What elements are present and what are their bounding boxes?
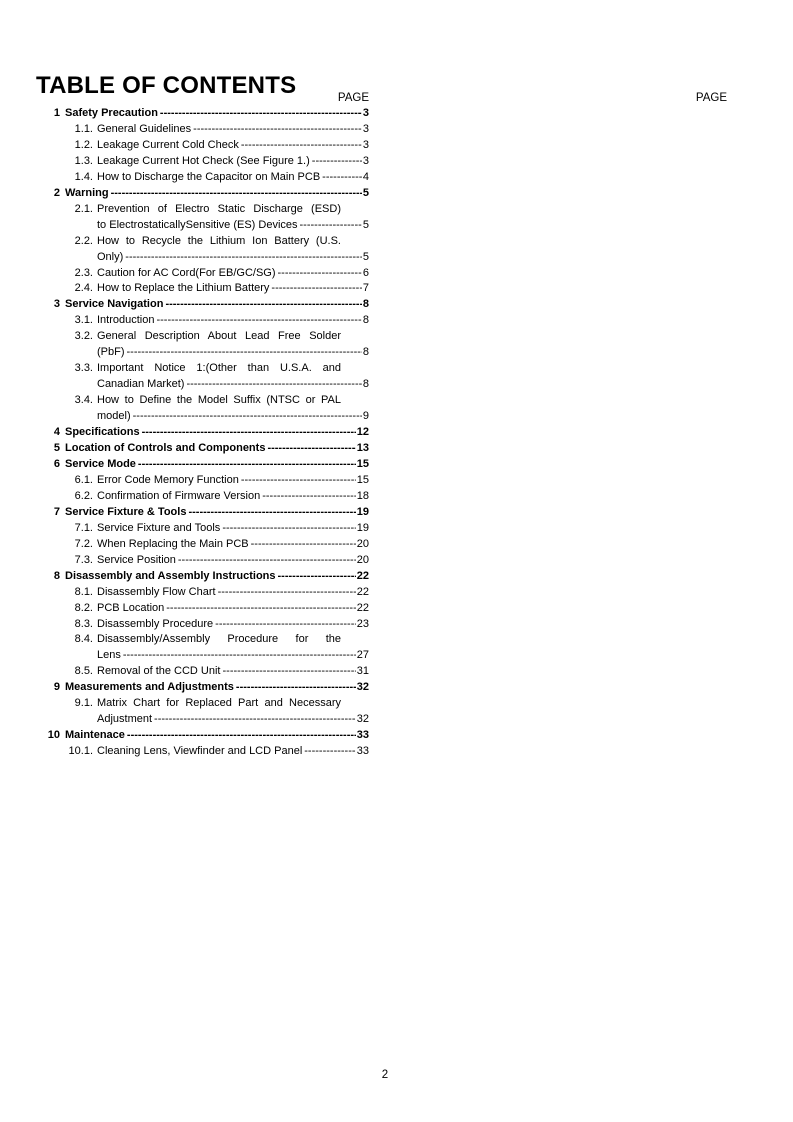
toc-entry-page: 8 <box>362 314 369 327</box>
toc-entry-title: Maintenace <box>65 729 125 742</box>
toc-entry-title: Warning <box>65 186 109 199</box>
toc-entry-number: 7.1. <box>74 521 93 534</box>
toc-dash-leader <box>127 345 362 361</box>
toc-entry-page: 22 <box>356 569 369 582</box>
toc-entry-title: Cleaning Lens, Viewfinder and LCD Panel <box>97 745 303 758</box>
toc-entry-title: Measurements and Adjustments <box>65 681 234 694</box>
toc-dash-leader <box>278 569 356 585</box>
toc-entry-title: Disassembly Procedure <box>97 617 214 630</box>
toc-entry-title-continuation: Canadian Market) <box>97 378 185 391</box>
toc-entry <box>36 473 369 489</box>
toc-entry <box>36 680 369 696</box>
toc-entry <box>36 537 369 553</box>
toc-entry-page: 19 <box>356 505 369 518</box>
toc-entry-number: 8.5. <box>74 665 93 678</box>
toc-dash-leader <box>186 377 361 393</box>
toc-entry-page: 27 <box>356 649 369 662</box>
toc-entry-page: 31 <box>356 665 369 678</box>
toc-entry-page: 15 <box>356 473 369 486</box>
toc-entry-number: 8.3. <box>74 617 93 630</box>
toc-entry <box>36 297 369 313</box>
toc-entry <box>36 569 369 585</box>
toc-entry-page: 23 <box>356 617 369 630</box>
toc-entry-page: 5 <box>362 186 369 199</box>
toc-entry <box>36 696 369 728</box>
toc-entry-line1 <box>36 696 369 712</box>
toc-entry-title: Service Fixture and Tools <box>97 521 221 534</box>
toc-entry-number: 8 <box>53 569 60 582</box>
toc-entry-page: 7 <box>362 282 369 295</box>
toc-dash-leader <box>165 297 361 313</box>
toc-entry-number: 8.4. <box>74 633 93 646</box>
toc-entry-title-continuation: model) <box>97 410 131 423</box>
toc-dash-leader <box>223 664 356 680</box>
toc-entry-title: Error Code Memory Function <box>97 473 239 486</box>
toc-entry-title: Safety Precaution <box>65 107 158 119</box>
toc-entry-page: 20 <box>356 553 369 566</box>
toc-entry-page: 3 <box>362 107 369 119</box>
toc-dash-leader <box>262 489 356 505</box>
toc-entry-page: 22 <box>356 585 369 598</box>
toc-entry-title: Specifications <box>65 426 140 439</box>
toc-dash-leader <box>312 154 362 170</box>
toc-entry-page: 4 <box>362 170 369 183</box>
toc-entry <box>36 617 369 633</box>
toc-entry-title: Removal of the CCD Unit <box>97 665 221 678</box>
toc-entry-line2 <box>36 648 369 664</box>
toc-entry-number: 7.2. <box>74 537 93 550</box>
toc-entry-page: 33 <box>356 729 369 742</box>
toc-entry-title: Leakage Current Cold Check <box>97 138 239 151</box>
toc-entry <box>36 441 369 457</box>
toc-entry-number: 1.4. <box>74 170 93 183</box>
toc-entry <box>36 632 369 664</box>
toc-entry <box>36 601 369 617</box>
toc-entry-number: 3 <box>53 298 60 311</box>
toc-entry-title: Caution for AC Cord(For EB/GC/SG) <box>97 266 276 279</box>
toc-entry-number: 1.2. <box>74 138 93 151</box>
toc-dash-leader <box>278 266 362 282</box>
toc-entry-number: 2.3. <box>74 266 93 279</box>
toc-entry-number: 6.1. <box>74 473 93 486</box>
toc-entry-page: 9 <box>362 410 369 423</box>
toc-entry <box>36 202 369 234</box>
toc-entry-line1 <box>36 202 369 218</box>
toc-entry-title: General Description About Lead Free Solder <box>97 330 341 343</box>
toc-entry-number: 7 <box>53 505 60 518</box>
toc-entry-line2 <box>36 377 369 393</box>
toc-entry-title: Location of Controls and Components <box>65 442 266 455</box>
toc-dash-leader <box>123 648 356 664</box>
toc-entry-title: Introduction <box>97 314 155 327</box>
toc-entry <box>36 138 369 154</box>
toc-dash-leader <box>142 425 356 441</box>
toc-dash-leader <box>251 537 356 553</box>
toc-entry-title: How to Replace the Lithium Battery <box>97 282 270 295</box>
toc-entry-number: 7.3. <box>74 553 93 566</box>
toc-dash-leader <box>138 457 356 473</box>
toc-dash-leader <box>215 617 356 633</box>
toc-entry-number: 6 <box>53 457 60 470</box>
toc-entry-page: 32 <box>356 713 369 726</box>
toc-entry-title: Service Mode <box>65 457 136 470</box>
toc-entry <box>36 186 369 202</box>
toc-dash-leader <box>322 170 362 186</box>
toc-entry-line2 <box>36 345 369 361</box>
toc-entry <box>36 393 369 425</box>
toc-entry-title: Matrix Chart for Replaced Part and Necessary <box>97 697 341 710</box>
toc-entry-page: 13 <box>356 442 369 455</box>
toc-entry-number: 6.2. <box>74 489 93 502</box>
toc-entry <box>36 728 369 744</box>
toc-entry-page: 3 <box>362 138 369 151</box>
toc-entry-number: 2.1. <box>74 202 93 215</box>
toc-entry-title: Important Notice 1:(Other than U.S.A. and <box>97 362 341 375</box>
toc-entry <box>36 489 369 505</box>
toc-entry-number: 8.2. <box>74 601 93 614</box>
toc-dash-leader <box>166 601 355 617</box>
toc-entry-page: 18 <box>356 489 369 502</box>
toc-dash-leader <box>111 186 362 202</box>
toc-entry-title-continuation: Lens <box>97 649 121 662</box>
toc-entry-number: 3.3. <box>74 362 93 375</box>
toc-entry-title: Prevention of Electro Static Discharge (ESD) <box>97 202 341 215</box>
toc-entry-number: 3.4. <box>74 394 93 407</box>
toc-entry-number: 2.4. <box>74 282 93 295</box>
toc-entry-title: How to Discharge the Capacitor on Main PCB <box>97 170 321 183</box>
toc-entry <box>36 154 369 170</box>
toc-entry-line2 <box>36 409 369 425</box>
toc-entry-number: 10 <box>47 729 60 742</box>
toc-entry-number: 3.1. <box>74 314 93 327</box>
page-column-header-left: PAGE <box>337 92 369 104</box>
toc-entry-line2 <box>36 218 369 234</box>
toc-entry-title-continuation: Only) <box>97 250 124 263</box>
toc-entry <box>36 281 369 297</box>
toc-entry-title: Leakage Current Hot Check (See Figure 1.) <box>97 154 310 167</box>
toc-entry-page: 12 <box>356 426 369 439</box>
toc-entry <box>36 329 369 361</box>
toc-dash-leader <box>154 712 356 728</box>
toc-entry-line2 <box>36 250 369 266</box>
toc-dash-leader <box>125 250 362 266</box>
toc-dash-leader <box>127 728 356 744</box>
toc-entry-title-continuation: Adjustment <box>97 713 153 726</box>
toc-entry-line1 <box>36 234 369 250</box>
toc-entry-number: 3.2. <box>74 330 93 343</box>
toc-entry-number: 4 <box>53 426 60 439</box>
toc-entry-title: PCB Location <box>97 601 165 614</box>
toc-entry-page: 5 <box>362 218 369 231</box>
toc-entry-page: 32 <box>356 681 369 694</box>
toc-entry-title: Service Position <box>97 553 176 566</box>
toc-dash-leader <box>193 122 362 138</box>
toc-entry-title-continuation: (PbF) <box>97 346 125 359</box>
toc-entry-page: 5 <box>362 250 369 263</box>
toc-entry <box>36 553 369 569</box>
toc-entry-page: 3 <box>362 154 369 167</box>
toc-entry-page: 8 <box>362 346 369 359</box>
toc-entry-number: 9.1. <box>74 697 93 710</box>
toc-entry-title: Confirmation of Firmware Version <box>97 489 261 502</box>
toc-entry-title: Service Navigation <box>65 298 164 311</box>
toc-entry-title: Disassembly and Assembly Instructions <box>65 569 276 582</box>
toc-entry <box>36 361 369 393</box>
toc-entry-number: 2.2. <box>74 234 93 247</box>
page-column-header-right: PAGE <box>695 92 727 104</box>
toc-entry-title: Service Fixture & Tools <box>65 505 187 518</box>
toc-entry-page: 8 <box>362 378 369 391</box>
toc-entry-page: 19 <box>356 521 369 534</box>
toc-dash-leader <box>304 744 355 760</box>
toc-entry <box>36 585 369 601</box>
toc-entry <box>36 313 369 329</box>
toc-entry-number: 5 <box>53 442 60 455</box>
toc-entry-number: 1 <box>53 107 60 119</box>
toc-entry-page: 20 <box>356 537 369 550</box>
toc-dash-leader <box>241 138 362 154</box>
toc-entry <box>36 234 369 266</box>
toc-entry-page: 22 <box>356 601 369 614</box>
toc-entry <box>36 744 369 760</box>
toc-entry-number: 10.1. <box>68 745 93 758</box>
toc-entry-line1 <box>36 329 369 345</box>
toc-entry-number: 1.1. <box>74 122 93 135</box>
toc-dash-leader <box>300 218 362 234</box>
toc-dash-leader <box>218 585 356 601</box>
toc-entry-title: Disassembly/Assembly Procedure for the <box>97 633 341 646</box>
page-title: TABLE OF CONTENTS <box>36 72 297 100</box>
footer-page-number: 2 <box>381 1069 389 1081</box>
toc-dash-leader <box>222 521 355 537</box>
toc-entry-title: How to Recycle the Lithium Ion Battery (U.S. <box>97 234 341 247</box>
toc-entry-title: How to Define the Model Suffix (NTSC or PAL <box>97 394 341 407</box>
toc-dash-leader <box>267 441 355 457</box>
toc-entry <box>36 425 369 441</box>
toc-entry-page: 33 <box>356 745 369 758</box>
toc-dash-leader <box>241 473 356 489</box>
toc-entry <box>36 521 369 537</box>
toc-entry-line1 <box>36 361 369 377</box>
toc-dash-leader <box>160 106 362 122</box>
toc-entry-page: 15 <box>356 457 369 470</box>
toc-entry-title: General Guidelines <box>97 122 192 135</box>
table-of-contents <box>36 106 369 760</box>
toc-entry-number: 8.1. <box>74 585 93 598</box>
toc-entry <box>36 170 369 186</box>
toc-entry-line2 <box>36 712 369 728</box>
toc-dash-leader <box>271 281 361 297</box>
toc-entry <box>36 266 369 282</box>
toc-entry-number: 2 <box>53 186 60 199</box>
toc-entry-title: Disassembly Flow Chart <box>97 585 216 598</box>
toc-entry-number: 1.3. <box>74 154 93 167</box>
toc-entry-line1 <box>36 632 369 648</box>
toc-dash-leader <box>178 553 356 569</box>
toc-entry <box>36 457 369 473</box>
toc-entry <box>36 505 369 521</box>
toc-entry <box>36 664 369 680</box>
toc-entry-line1 <box>36 393 369 409</box>
toc-entry-number: 9 <box>53 681 60 694</box>
toc-dash-leader <box>156 313 361 329</box>
toc-entry-page: 6 <box>362 266 369 279</box>
toc-dash-leader <box>133 409 362 425</box>
toc-entry-title-continuation: to ElectrostaticallySensitive (ES) Devices <box>97 218 298 231</box>
toc-entry-page: 3 <box>362 122 369 135</box>
toc-entry <box>36 122 369 138</box>
toc-entry <box>36 106 369 122</box>
toc-dash-leader <box>188 505 355 521</box>
toc-entry-title: When Replacing the Main PCB <box>97 537 249 550</box>
toc-dash-leader <box>236 680 356 696</box>
toc-entry-page: 8 <box>362 298 369 311</box>
